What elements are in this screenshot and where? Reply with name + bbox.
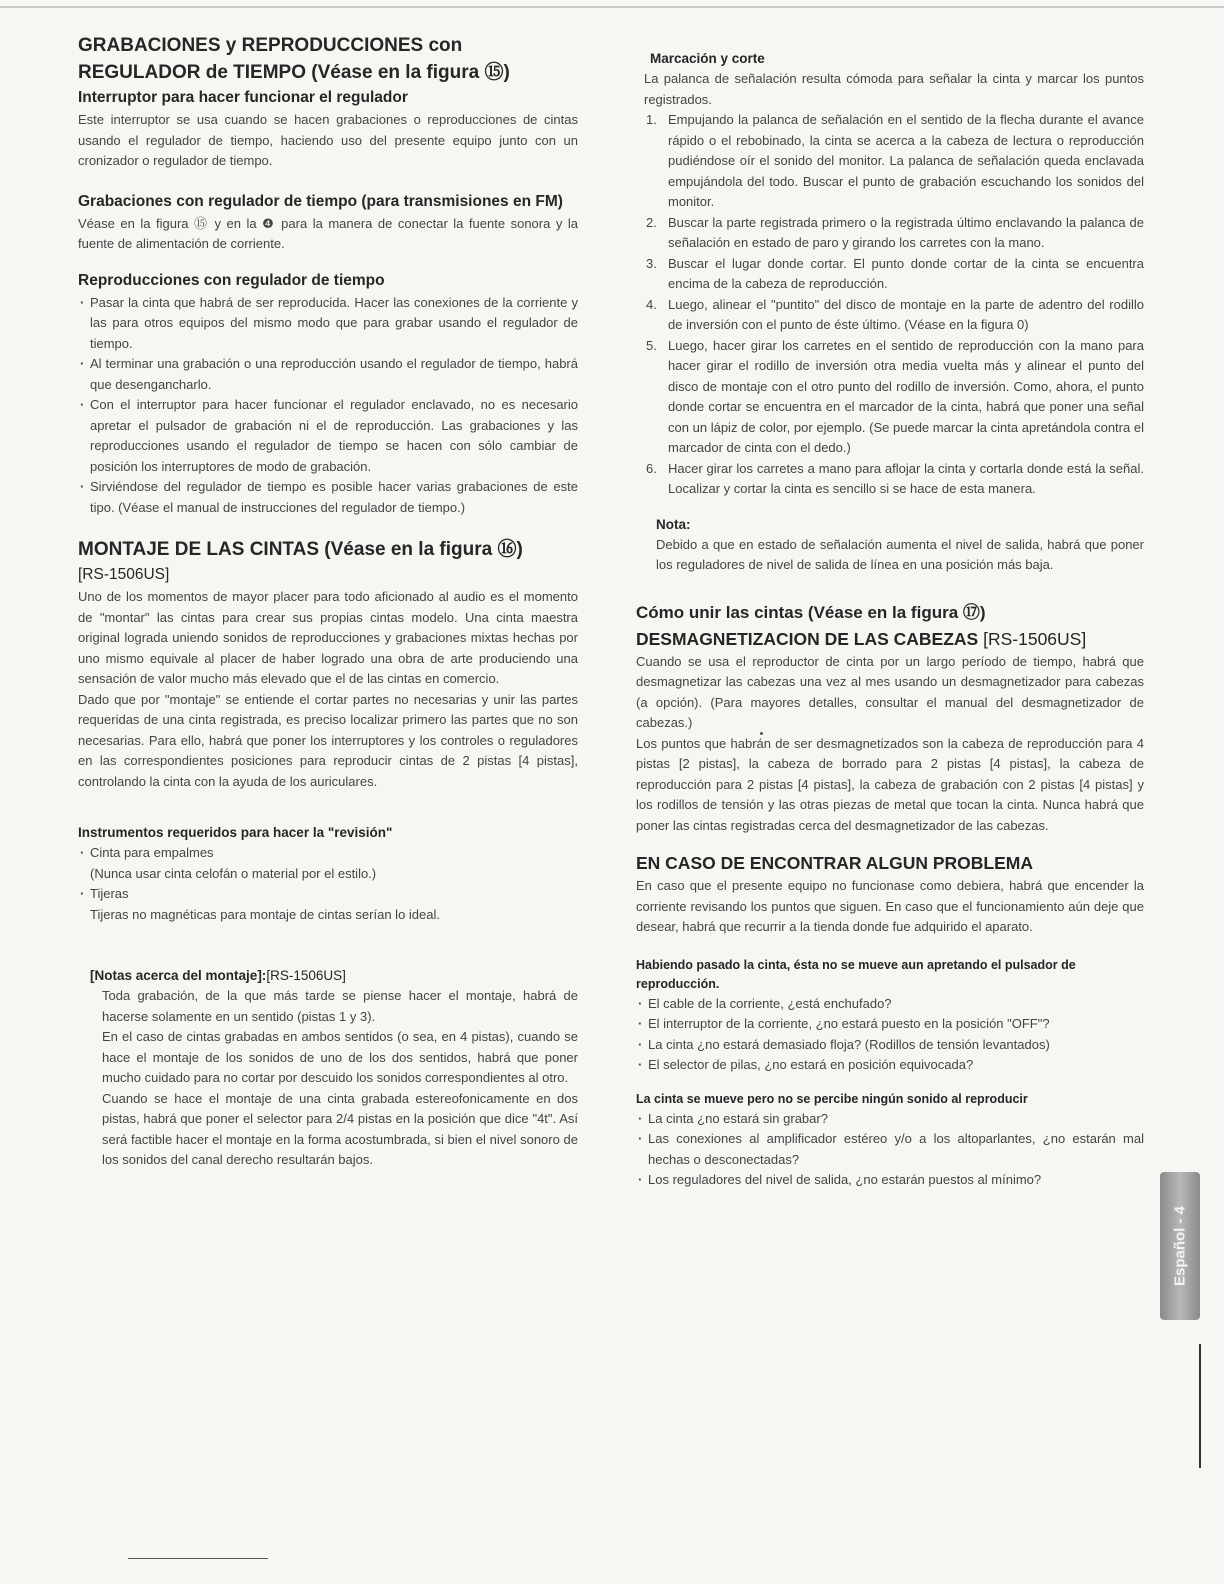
list-item: 5. Luego, hacer girar los carretes en el sentido de reproducción con la mano para hacer girar el rodillo de inversión otra media vuelta más y alinear el punto del disco de montaje con el otro punto del rodillo de inversión. Como, ahora, el punto donde cortar se encuentra en el marcador de la cinta, habrá que poner una señal con un lápiz de color, por ejemplo. (Se puede marcar la cinta apretándola contra el marcador de cinta con el dedo.) bbox=[646, 337, 1144, 455]
list-item: 1. Empujando la palanca de señalación en el sentido de la flecha durante el avance rápido o el rebobinado, la cinta se acerca a la cabeza de lectura o reproducción pudiéndose oír el sonido del monitor. La palanca de señalación queda enclavada empujándola del todo. Buscar el punto de grabación escuchando los sonidos del monitor. bbox=[646, 112, 1144, 209]
subsection-title-marking: Marcación y corte bbox=[650, 51, 765, 66]
figure-15-icon: ⑮ bbox=[484, 62, 504, 83]
language-tab-label: Español - 4 bbox=[1171, 1205, 1189, 1287]
section-title-timer: GRABACIONES y REPRODUCCIONES con REGULADOR de TIEMPO (Véase en la figura ⑮) bbox=[78, 32, 578, 86]
paragraph-editing-note-2: En el caso de cintas grabadas en ambos sentidos (o sea, en 4 pistas), cuando se hace el montaje de los sonidos de uno de los dos sentidos, habrá que poner mucho cuidado para no cortar por descuido los sonidos correspondientes al otro. bbox=[102, 1029, 578, 1085]
problem-title-no-sound: La cinta se mueve pero no se percibe ningún sonido al reproducir bbox=[636, 1091, 1028, 1106]
paragraph-editing-note-3: Cuando se hace el montaje de una cinta grabada estereofonicamente en dos pistas, habrá que poner el selector para 2/4 pistas en la posición que dice "4t". Así será factible hacer el montaje en la forma acostumbrada, si bien el nivel sonoro de los sonidos del canal derecho resultarán bajos. bbox=[102, 1090, 578, 1167]
list-item: 2. Buscar la parte registrada primero o la registrada último enclavando la palanca de señalación en estado de paro y girando los carretes con la mano. bbox=[646, 214, 1144, 250]
subsection-title-timer-switch: Interruptor para hacer funcionar el regulador bbox=[78, 89, 408, 106]
problem-list-tape-not-moving bbox=[636, 994, 1144, 1076]
list-item: · La cinta ¿no estará sin grabar? bbox=[636, 1109, 1144, 1130]
paragraph-timer-recording: Véase en la figura ⑮ y en la ❹ para la manera de conectar la fuente sonora y la fuente de alimentación de corriente. bbox=[78, 215, 578, 251]
timer-playback-list bbox=[78, 293, 578, 519]
list-item: · Tijeras Tijeras no magnéticas para montaje de cintas serían lo ideal. bbox=[78, 884, 578, 925]
right-column bbox=[636, 48, 1144, 1191]
section-title-splicing: Cómo unir las cintas (Véase en la figura ⑰) bbox=[636, 600, 1144, 626]
paragraph-note: Debido a que en estado de señalación aumenta el nivel de salida, habrá que poner los reguladores de nivel de salida de línea en una posición más baja. bbox=[656, 536, 1144, 572]
paragraph-marking: La palanca de señalación resulta cómoda para señalar la cinta y marcar los puntos registrados. bbox=[644, 71, 1144, 107]
list-item: · Pasar la cinta que habrá de ser reproducida. Hacer las conexiones de la corriente y las para otros equipos del mismo modo que para grabar usando el regulador de tiempo. bbox=[78, 293, 578, 355]
list-item-note: Tijeras no magnéticas para montaje de cintas serían lo ideal. bbox=[90, 906, 440, 922]
list-item: · La cinta ¿no estará demasiado floja? (Rodillos de tensión levantados) bbox=[636, 1035, 1144, 1056]
list-item-note: (Nunca usar cinta celofán o material por el estilo.) bbox=[90, 865, 377, 881]
marking-steps bbox=[644, 110, 1144, 500]
paragraph-troubleshooting: En caso que el presente equipo no funcionase como debiera, habrá que encender la corriente revisando los puntos que siguen. En caso que el funcionamiento aún deje que desear, habrá que recurrir a la tienda donde fue adquirido el aparato. bbox=[636, 878, 1144, 934]
paragraph-demagnetization-1: Cuando se usa el reproductor de cinta por un largo período de tiempo, habrá que desmagnetizar las cabezas una vez al mes usando un desmagnetizador para cabezas (a opción). (Para mayores detalles, consultar el manual del desmagnetizador de cabezas.) bbox=[636, 653, 1144, 730]
footer-rule bbox=[128, 1558, 268, 1559]
list-item: · Con el interruptor para hacer funcionar el regulador enclavado, no es necesario apretar el pulsador de grabación ni el de reproducción. Las grabaciones y las reproducciones usando el regulador de tiempo se hacen con sólo cambiar de posición los interruptores de modo de grabación. bbox=[78, 395, 578, 477]
subsection-title-timer-recording: Grabaciones con regulador de tiempo (para transmisiones en FM) bbox=[78, 192, 563, 210]
list-item: · Al terminar una grabación o una reproducción usando el regulador de tiempo, habrá que desengancharlo. bbox=[78, 354, 578, 395]
list-item: · El cable de la corriente, ¿está enchufado? bbox=[636, 994, 1144, 1015]
list-item: · Los reguladores del nivel de salida, ¿no estarán puestos al mínimo? bbox=[636, 1170, 1144, 1191]
problem-list-no-sound bbox=[636, 1109, 1144, 1191]
list-item: · Sirviéndose del regulador de tiempo es posible hacer varias grabaciones de este tipo. (Véase el manual de instrucciones del regulador de tiempo.) bbox=[78, 477, 578, 518]
list-item: · El interruptor de la corriente, ¿no estará puesto en la posición "OFF"? bbox=[636, 1014, 1144, 1035]
list-item: 4. Luego, alinear el "puntito" del disco de montaje en la parte de adentro del rodillo de inversión con el punto de éste último. (Véase en la figura 0) bbox=[646, 296, 1144, 332]
section-title-demagnetization: DESMAGNETIZACION DE LAS CABEZAS [RS-1506US] bbox=[636, 628, 1087, 649]
tools-list bbox=[78, 843, 578, 925]
model-label: [RS-1506US] bbox=[78, 566, 170, 583]
problem-title-tape-not-moving: Habiendo pasado la cinta, ésta no se mueve aun apretando el pulsador de reproducción. bbox=[636, 957, 1076, 991]
figure-17-icon: ⑰ bbox=[962, 602, 980, 622]
list-item: · El selector de pilas, ¿no estará en posición equivocada? bbox=[636, 1055, 1144, 1076]
paragraph-demagnetization-2: Los puntos que habrán de ser desmagnetizados son la cabeza de reproducción para 4 pistas [2 pistas], la cabeza de borrado para 2 pistas [4 pistas], la cabeza de reproducción para 2 pistas [4 pistas], la cabeza de grabación con 2 pistas [4 pistas] y los rodillos de tensión y las otras piezas de metal que tocan la cinta. Nunca habrá que poner las cintas registradas cerca del desmagnetizador de las cabezas. bbox=[636, 735, 1144, 833]
list-item: 6. Hacer girar los carretes a mano para aflojar la cinta y cortarla donde está la señal. Localizar y cortar la cinta es sencillo si se hace de esta manera. bbox=[646, 460, 1144, 496]
margin-rule bbox=[1199, 1344, 1201, 1468]
section-title-troubleshooting: EN CASO DE ENCONTRAR ALGUN PROBLEMA bbox=[636, 853, 1033, 873]
subsection-title-tools: Instrumentos requeridos para hacer la "revisión" bbox=[78, 825, 393, 840]
paragraph-editing-method: Dado que por "montaje" se entiende el cortar partes no necesarias y unir las partes requeridas de una cinta registrada, es preciso localizar primero las partes que no son necesarias. Para ello, habrá que poner los interruptores y los controles o reguladores en las correspondientes posiciones para reproducir cintas de 2 pistas [4 pistas], controlando la cinta con la ayuda de los auriculares. bbox=[78, 691, 578, 789]
paragraph-editing-note-1: Toda grabación, de la que más tarde se piense hacer el montaje, habrá de hacerse solamente en un sentido (pistas 1 y 3). bbox=[102, 988, 578, 1024]
left-column bbox=[78, 32, 578, 1171]
subsection-title-editing-notes: [Notas acerca del montaje]:[RS-1506US] bbox=[90, 968, 346, 983]
stray-dot bbox=[760, 732, 763, 735]
list-item: 3. Buscar el lugar donde cortar. El punto donde cortar de la cinta se encuentra encima de la cabeza de reproducción. bbox=[646, 255, 1144, 291]
paragraph-timer-switch: Este interruptor se usa cuando se hacen grabaciones o reproducciones de cintas usando el regulador de tiempo, haciendo uso del presente equipo junto con un cronizador o regulador de tiempo. bbox=[78, 112, 578, 168]
paragraph-editing-intro: Uno de los momentos de mayor placer para todo aficionado al audio es el momento de "montar" las cintas para crear sus propias cintas modelo. Una cinta maestra original lograda uniendo sonidos de reproducciones y grabaciones mixtas hechas por uno mismo equivale al placer de haber logrado una obra de arte produciendo una sensación de valor mucho más elevado que el de las cintas en comercio. bbox=[78, 589, 578, 686]
section-title-tape-editing: MONTAJE DE LAS CINTAS (Véase en la figura ⑯) bbox=[78, 536, 578, 563]
subsection-title-timer-playback: Reproducciones con regulador de tiempo bbox=[78, 271, 385, 289]
list-item: · Cinta para empalmes (Nunca usar cinta celofán o material por el estilo.) bbox=[78, 843, 578, 884]
figure-16-icon: ⑯ bbox=[497, 539, 517, 560]
top-rule bbox=[0, 6, 1224, 8]
note-title: Nota: bbox=[656, 516, 691, 532]
list-item: · Las conexiones al amplificador estéreo y/o a los altoparlantes, ¿no estarán mal hechas o desconectadas? bbox=[636, 1129, 1144, 1170]
language-tab bbox=[1160, 1172, 1200, 1320]
